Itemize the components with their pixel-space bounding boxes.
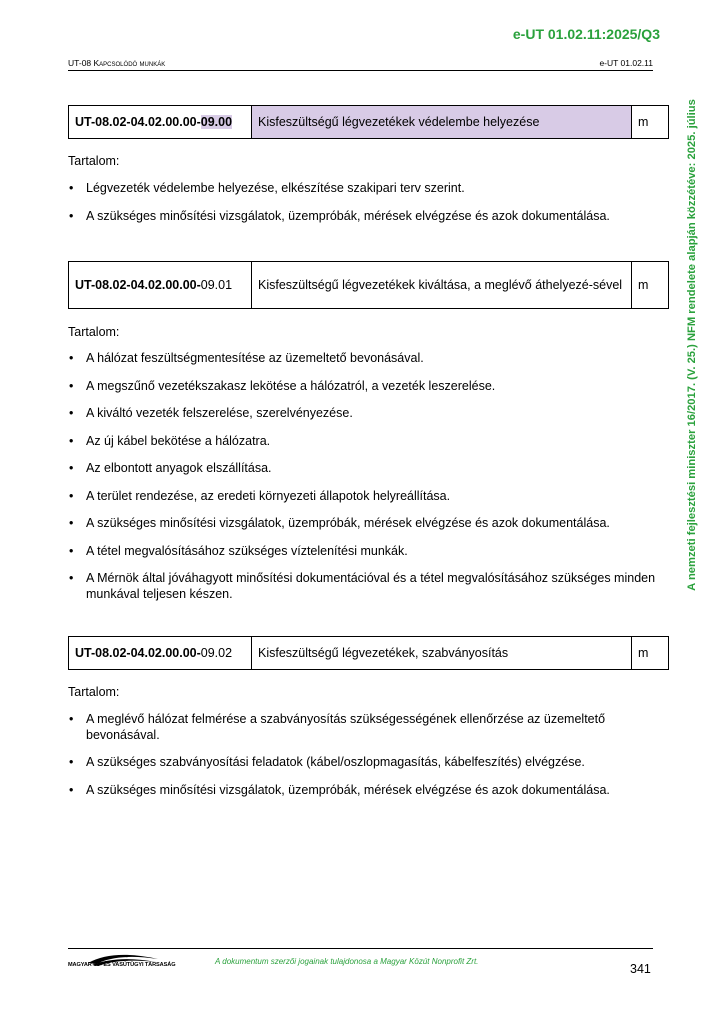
- item-table-0900: [68, 105, 669, 139]
- item-table-0901: [68, 261, 669, 309]
- section-title: UT-08 Kapcsolódó munkák: [68, 58, 166, 68]
- item-title: Kisfeszültségű légvezetékek védelembe helyezése: [252, 106, 632, 139]
- item-unit: m: [632, 262, 669, 309]
- list-item: • A tétel megvalósításához szükséges víztelenítési munkák.: [68, 544, 658, 560]
- list-item: • A szükséges minősítési vizsgálatok, üzempróbák, mérések elvégzése és azok dokumentálása.: [68, 783, 658, 799]
- list-item: • Az elbontott anyagok elszállítása.: [68, 461, 658, 477]
- item-code: UT-08.02-04.02.00.00-09.00: [69, 106, 252, 139]
- list-item: • A terület rendezése, az eredeti környezeti állapotok helyreállítása.: [68, 489, 658, 505]
- item-code: UT-08.02-04.02.00.00-09.02: [69, 637, 252, 670]
- list-item: • Az új kábel bekötése a hálózatra.: [68, 434, 658, 450]
- content-list-0901: [68, 351, 658, 614]
- list-item: • A szükséges minősítési vizsgálatok, üzempróbák, mérések elvégzése és azok dokumentálása.: [68, 516, 658, 532]
- copyright-notice: A dokumentum szerzői jogainak tulajdonosa a Magyar Közút Nonprofit Zrt.: [215, 957, 479, 966]
- content-label: Tartalom:: [68, 325, 120, 339]
- item-title: Kisfeszültségű légvezetékek, szabványosítás: [252, 637, 632, 670]
- content-label: Tartalom:: [68, 685, 120, 699]
- list-item: • A szükséges szabványosítási feladatok (kábel/oszlopmagasítás, kábelfeszítés) elvégzése.: [68, 755, 658, 771]
- content-list-0900: [68, 181, 658, 236]
- list-item: • A hálózat feszültségmentesítése az üzemeltető bevonásával.: [68, 351, 658, 367]
- list-item: • Légvezeték védelembe helyezése, elkészítése szakipari terv szerint.: [68, 181, 658, 197]
- list-item: • A Mérnök által jóváhagyott minősítési dokumentációval és a tétel megvalósításához szükséges minden munkával teljesen készen.: [68, 571, 658, 602]
- footer-divider: [68, 948, 653, 949]
- item-unit: m: [632, 106, 669, 139]
- list-item: • A kiváltó vezeték felszerelése, szerelvényezése.: [68, 406, 658, 422]
- list-item: • A szükséges minősítési vizsgálatok, üzempróbák, mérések elvégzése és azok dokumentálása.: [68, 209, 658, 225]
- content-label: Tartalom:: [68, 154, 120, 168]
- list-item: • A megszűnő vezetékszakasz lekötése a hálózatról, a vezeték leszerelése.: [68, 379, 658, 395]
- item-table-0902: [68, 636, 669, 670]
- page-number: 341: [630, 962, 651, 976]
- logo-text: MAGYAR ÚT- ÉS VASÚTÜGYI TÁRSASÁG: [68, 962, 176, 968]
- item-unit: m: [632, 637, 669, 670]
- publication-side-note: A nemzeti fejlesztési miniszter 16/2017. (V. 25.) NFM rendelete alapján közzétéve: 2025. július: [686, 99, 698, 591]
- list-item: • A meglévő hálózat felmérése a szabványosítás szükségességének ellenőrzése az üzemeltető bevonásával.: [68, 712, 658, 743]
- item-code: UT-08.02-04.02.00.00-09.01: [69, 262, 252, 309]
- item-title: Kisfeszültségű légvezetékek kiváltása, a meglévő áthelyezé-sével: [252, 262, 632, 309]
- content-list-0902: [68, 712, 658, 810]
- document-code: e-UT 01.02.11:2025/Q3: [512, 26, 660, 42]
- document-reference: e-UT 01.02.11: [599, 58, 653, 68]
- running-header: [68, 58, 653, 71]
